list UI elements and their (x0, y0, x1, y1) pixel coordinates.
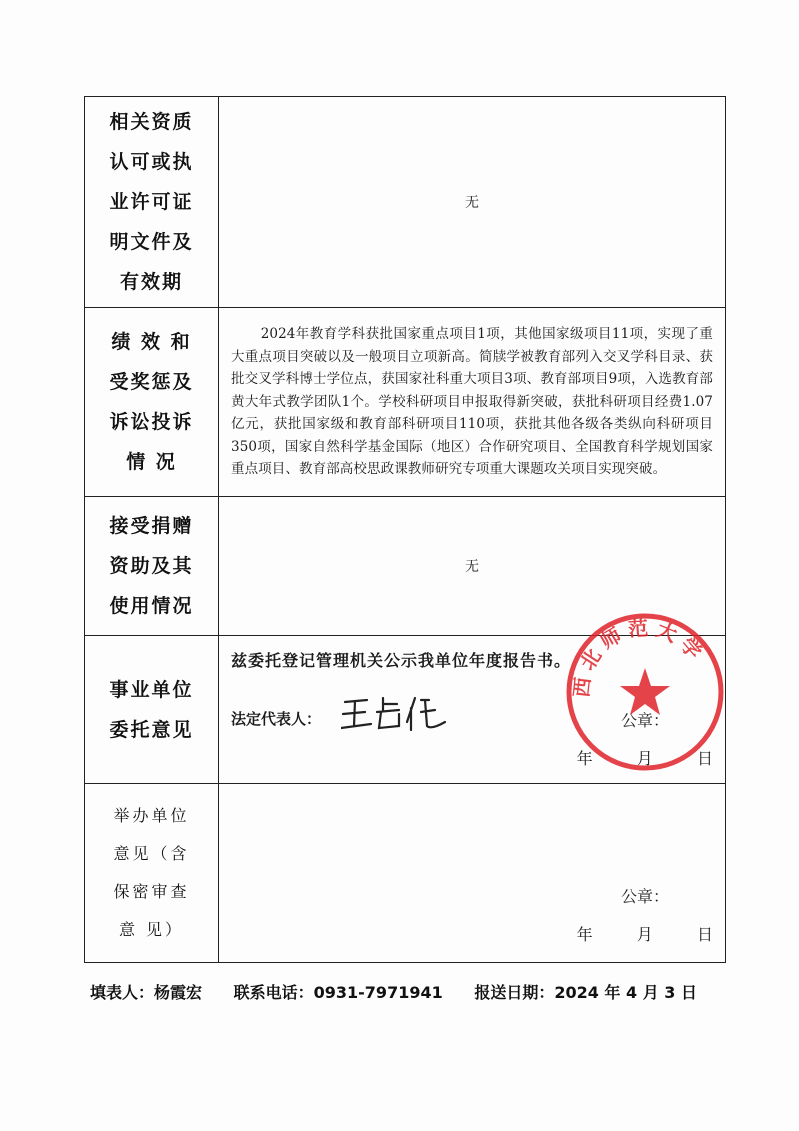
form-footer (90, 980, 723, 1003)
label-line: 明文件及 (109, 231, 194, 253)
report-date-value: 2024 年 4 月 3 日 (554, 983, 697, 1002)
donations-value: 无 (219, 497, 726, 636)
date-month-label: 月 (636, 749, 653, 768)
table-row (85, 784, 726, 963)
label-line: 保密审查 (113, 882, 190, 901)
label-line: 意 见） (118, 920, 185, 939)
table-row (85, 636, 726, 784)
date-year-label: 年 (576, 749, 593, 768)
sponsor-opinion-cell (219, 784, 726, 963)
row-label-qualification (85, 97, 219, 308)
phone-number: 0931-7971941 (313, 983, 443, 1002)
phone-group (234, 983, 443, 1002)
stamp-text: 西北师范大学 (569, 615, 711, 699)
report-date-group (474, 983, 697, 1002)
label-line: 事业单位 (109, 678, 194, 701)
seal-label: 公章： (620, 711, 669, 730)
date-day-label: 日 (696, 749, 713, 768)
date-month-label: 月 (636, 925, 653, 944)
label-line: 绩 效 和 (111, 331, 192, 353)
entrust-statement: 兹委托登记管理机关公示我单位年度报告书。 (231, 651, 572, 670)
handwritten-signature (341, 692, 451, 734)
annual-report-table (84, 96, 726, 963)
filler-label: 填表人： (90, 983, 155, 1002)
date-year-label: 年 (576, 925, 593, 944)
label-line: 接受捐赠 (109, 515, 194, 537)
label-line: 诉讼投诉 (109, 411, 194, 433)
performance-paragraph: 2024年教育学科获批国家重点项目1项，其他国家级项目11项，实现了重大重点项目突破以及一般项目立项新高。简牍学被教育部列入交叉学科目录、获批交叉学科博士学位点，获国家社科重大项目3项、教育部项目9项，入选教育部黄大年式教学团队1个。学校科研项目申报取得新突破，获批科研项目经费1.07亿元，获批国家级和教育部科研项目110项，获批其他各级各类纵向科研项目350项，国家自然科学基金国际（地区）合作研究项目、全国教育科学规划国家重点项目、教育部高校思政课教师研究专项重大课题攻关项目实现突破。 (231, 326, 713, 478)
entrust-opinion-cell (219, 615, 726, 784)
label-line: 委托意见 (109, 718, 194, 741)
row-label-donations (85, 497, 219, 636)
table-row (85, 97, 726, 308)
phone-label: 联系电话： (233, 983, 314, 1002)
legal-representative-label: 法定代表人： (231, 710, 322, 728)
label-line: 情 况 (126, 451, 177, 473)
label-line: 意见（含 (113, 844, 190, 863)
label-line: 受奖惩及 (109, 371, 194, 393)
row-label-sponsor-opinion (85, 784, 219, 963)
label-line: 相关资质 (109, 111, 194, 133)
table-row (85, 308, 726, 497)
filler-name: 杨霞宏 (154, 983, 203, 1002)
date-day-label: 日 (696, 925, 713, 944)
label-line: 使用情况 (109, 595, 194, 617)
label-line: 认可或执 (109, 151, 194, 173)
row-label-performance (85, 308, 219, 497)
qualification-value: 无 (219, 97, 726, 308)
label-line: 资助及其 (109, 555, 194, 577)
date-line (577, 922, 713, 945)
report-date-label: 报送日期： (474, 983, 555, 1002)
performance-cell (219, 308, 726, 497)
filler-group (90, 983, 202, 1002)
official-seal-stamp (563, 610, 727, 774)
row-label-entrust-opinion (85, 636, 219, 784)
label-line: 业许可证 (109, 191, 194, 213)
seal-label: 公章： (620, 887, 669, 906)
label-line: 举办单位 (113, 806, 190, 825)
label-line: 有效期 (119, 271, 183, 293)
